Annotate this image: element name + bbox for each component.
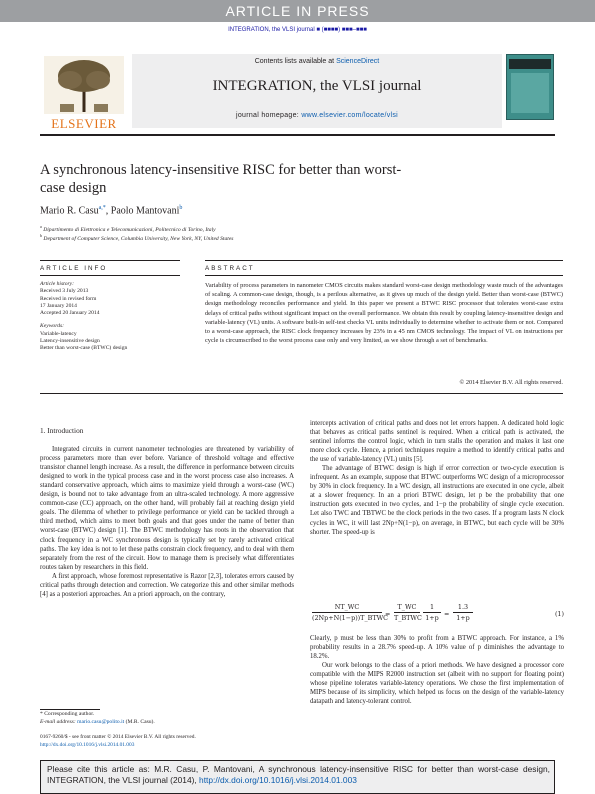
keywords-label: Keywords: [40,323,65,330]
right-column-continued [310,634,564,706]
eq-denominator: 1+p [425,614,439,622]
article-info [40,281,180,353]
equals-sign: = [444,610,450,618]
eq-numerator: 1.3 [453,603,473,613]
author-mantovani-affil-link[interactable]: b [179,205,183,211]
info-top-rule [40,260,180,261]
article-info-heading: ARTICLE INFO [40,265,108,272]
equation-fraction-3 [423,603,441,622]
eq-numerator: T_WC [394,603,420,613]
journal-cover-thumbnail [506,54,554,120]
citation-text [47,764,550,786]
article-in-press-banner: ARTICLE IN PRESS [0,0,595,22]
paragraph: A first approach, whose foremost representative is Razor [2,3], tolerates errors caused by critical paths through detection and correction. We categorize this and other similar methods [4] as a posteriori approaches. An a priori approach, on the contrary, [40,572,294,598]
paragraph: Integrated circuits in current nanometer technologies are threatened by variability of process parameters more than ever before. Variance of threshold voltage and effective transistor channel length increase. As a result, the difference in performance between circuits designed to work in the typical process case and in the worst process case also increases. A standard conservative approach, which aims to maximize yield through a worst-case (WC) design, is bound not to take advantage from an ultra-scaled technology. A more aggressive common-case (CC) approach, on the other hand, will probably fail at reaching design yield goals. The dilemma of whether to privilege performance or yield can be tackled through a third method, which aims to meet both goals and that goes under the name of better than worst-case (BTWC) design [1]. The BTWC methodology has roots in the observation that clock frequency in a WC synchronous design is typically set by rarely activated critical paths. The key idea is not to let these paths constrain clock frequency, and to deal with them separately from the rest of the circuit. How to manage them is precisely what differentiates routes taken by researchers in this field. [40,446,294,571]
contents-prefix: Contents lists available at [254,58,337,65]
equation-fraction-1 [312,603,389,622]
eq-numerator: 1 [423,603,441,613]
abstract-top-rule [205,260,563,261]
author-separator: , [105,205,111,217]
paragraph: Our work belongs to the class of a priori methods. We have designed a processor core compatible with the MIPS R2000 instruction set (albeit with no support for floating point) whose pipeline tolerates variable-latency operations. We chose the first implementation of MIPS because of its simplicity, which helped us focus on the design of the variable-latency datapath and latency-tolerant control. [310,662,564,706]
email-suffix: (M.R. Casu). [124,719,155,725]
eq-denominator: 1+p [456,614,470,622]
author-casu: Mario R. Casu [40,205,99,217]
affil-b-marker: b [40,233,42,238]
cover-title-band [509,59,551,69]
author-line [40,205,182,216]
journal-header-box [132,54,502,128]
journal-title: INTEGRATION, the VLSI journal [212,78,422,94]
abstract-text: Variability of process parameters in nanometer CMOS circuits makes standard worst-case design methodology waste much of the advantages of scaling. A common-case design, though, is a perilous alternative, as it gives up much of the design yield. Better than worst-case (BTWC) design methodology reconciles performance and yield. In this paper we present a BTWC RISC processor that tolerates worst-case extra delays of critical paths without significant impact on the overall performance. We obtain this result by coupling latency-insensitive design and variable-latency (VL) units. A software built-in self-test checks VL units individually to determine whether to activate them or not. Compared to a worst-case approach, the RISC clock frequency increases by 23% in a 45 nm CMOS technology. The impact of VL on instructions per cycle is circumscribed to the worst process case only and very limited, as we show through a set of benchmarks. [205,282,563,345]
keyword-item: Latency-insensitive design [40,338,100,345]
paragraph: intercepts activation of critical paths and does not let errors happen. A dedicated hold logic that behaves as critical paths sentinel is required. When a critical path is activated, the sentinel informs the control logic, which in turn stalls the operation and makes it last one more clock cycle. Hence, a priori techniques require a method to identify critical paths and the use of variable-latency (VL) units [5]. [310,420,564,464]
equals-sign: = [385,610,391,618]
keyword-item: Variable-latency [40,330,77,337]
author-mantovani: Paolo Mantovani [110,205,180,217]
publisher-name: ELSEVIER [51,116,117,131]
homepage-prefix: journal homepage: [235,112,302,119]
eq-denominator: T_BTWC [394,614,422,622]
email-footnote [40,719,155,725]
issn-line: 0167-9260/$ - see front matter © 2014 Elsevier B.V. All rights reserved. [40,734,196,740]
keyword-item: Better than worst-case (BTWC) design [40,345,128,352]
sciencedirect-link[interactable]: ScienceDirect [336,58,380,65]
affil-b-text: Department of Computer Science, Columbia University, New York, NY, United States [43,235,234,242]
affil-a-marker: a [40,224,42,229]
paragraph: The advantage of BTWC design is high if error correction or two-cycle execution is infrequent. As an example, suppose that BTWC outperforms WC design of a microprocessor by 30% in clock frequency. In a WC design, all instructions are executed in one cycle, albeit at a slower frequency. In an a priori BTWC design, let p be the probability that one instruction gets executed in two cycles, and 1−p the probability of single cycle execution. Let also TWC and TBTWC be the clock periods in the two cases. If a program lasts N clock cycles in WC, it will last 2Np+N(1−p), on average, in BTWC, but each cycle will be 30% shorter. The speed-up is [310,465,564,536]
author-email-link[interactable]: mario.casu@polito.it [77,719,125,725]
citation-box [40,760,555,794]
history-item: Accepted 20 January 2014 [40,310,100,317]
info-sub-rule [40,275,180,276]
header-divider [40,134,555,136]
author-casu-affil-link[interactable]: a,* [98,205,106,211]
history-item: Received 3 July 2013 [40,288,89,295]
history-item: 17 January 2014 [40,302,77,309]
eq-denominator: (2Np+N(1−p))T_BTWC [312,614,389,622]
equation-fraction-4 [453,603,473,622]
doi-link[interactable]: http://dx.doi.org/10.1016/j.vlsi.2014.01.003 [40,742,135,748]
copyright-notice: © 2014 Elsevier B.V. All rights reserved. [459,379,563,386]
equation-fraction-2 [394,603,420,622]
abstract-bottom-rule [40,393,563,394]
citation-prefix: Please cite this article as: M.R. Casu, P. Mantovani, A synchronous latency-insensitive RISC for better than worst-case design, INTEGRATION, the VLSI journal (2014), [47,764,550,785]
history-label: Article history: [40,281,75,287]
affiliation-a [40,224,216,233]
article-title: A synchronous latency-insensitive RISC for better than worst-case design [40,162,402,196]
equation-number: (1) [554,610,564,618]
abstract-heading: ABSTRACT [205,265,255,272]
cover-image [511,73,549,113]
right-column [310,419,564,537]
journal-homepage-link[interactable]: www.elsevier.com/locate/vlsi [301,112,399,119]
left-column [40,426,294,599]
contents-available-line [132,58,502,65]
email-label: E-mail address: [40,719,78,725]
footnote-rule [40,709,100,710]
speedup-equation [310,603,564,629]
journal-homepage-line [132,112,502,119]
affil-a-text: Dipartimento di Elettronica e Telecomunicazioni, Politecnico di Torino, Italy [43,226,216,233]
section-title-introduction: 1. Introduction [40,426,84,435]
affiliation-b [40,233,233,242]
journal-masthead [40,54,555,132]
paragraph: Clearly, p must be less than 30% to profit from a BTWC approach. For instance, a 1% probability results in a 28.7% speed-up. A 10% value of p diminishes the advantage to 18.2%. [310,635,564,661]
abstract-sub-rule [205,275,563,276]
history-item: Received in revised form [40,295,97,302]
citation-doi-link[interactable]: http://dx.doi.org/10.1016/j.vlsi.2014.01.003 [199,775,357,785]
eq-numerator: NT_WC [312,603,382,613]
journal-reference[interactable]: INTEGRATION, the VLSI journal ■ (■■■■) ■■■–■■■ [228,27,367,33]
corresponding-author-note: * Corresponding author. [40,711,95,717]
